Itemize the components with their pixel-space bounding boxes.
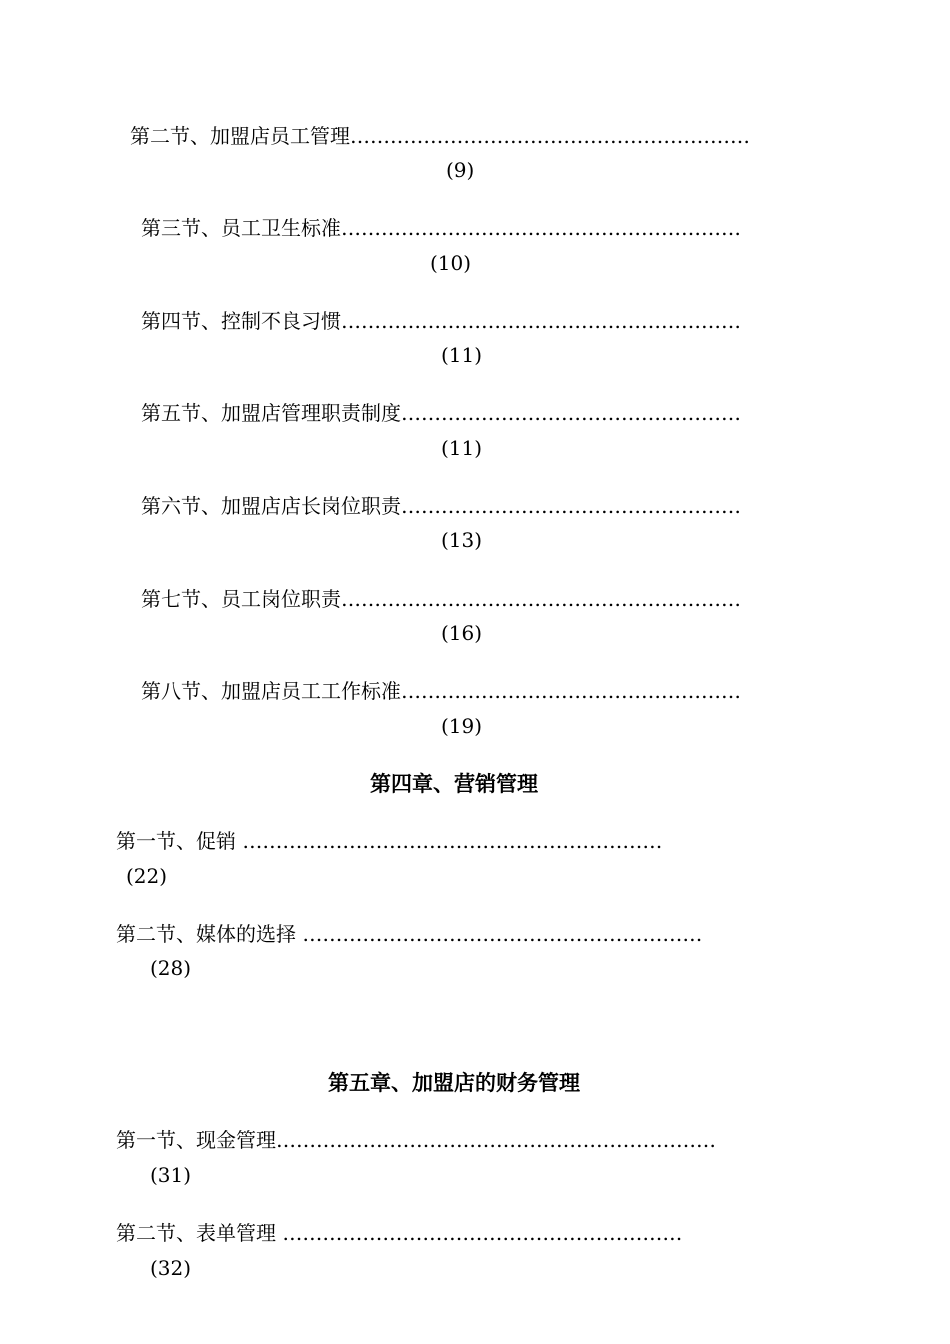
toc-entry[interactable]: [116, 828, 662, 854]
toc-entry-title: 第四节、控制不良习惯: [141, 309, 341, 333]
chapter-heading: 第四章、营销管理: [370, 771, 538, 796]
toc-entry-page: (11): [441, 436, 483, 460]
toc-entry-title: 第七节、员工岗位职责: [141, 587, 341, 611]
toc-entry-title: 第二节、加盟店员工管理: [130, 124, 350, 148]
toc-entry[interactable]: [116, 1220, 682, 1246]
toc-entry[interactable]: [141, 215, 741, 241]
toc-entry-leader: …………………………………………………………: [276, 1128, 716, 1152]
toc-entry-title: 第二节、表单管理: [116, 1221, 276, 1245]
toc-entry-leader: ……………………………………………………: [341, 216, 741, 240]
toc-entry-title: 第六节、加盟店店长岗位职责: [141, 494, 401, 518]
toc-entry[interactable]: [141, 493, 741, 519]
toc-entry[interactable]: [141, 400, 741, 426]
toc-entry-leader: ……………………………………………………: [341, 587, 741, 611]
toc-entry-leader: ……………………………………………: [401, 679, 741, 703]
toc-entry[interactable]: [141, 308, 741, 334]
toc-entry[interactable]: [116, 1127, 716, 1153]
toc-entry[interactable]: [130, 123, 750, 149]
toc-entry-page: (10): [430, 251, 472, 275]
toc-entry[interactable]: [116, 921, 702, 947]
toc-entry-title: 第三节、员工卫生标准: [141, 216, 341, 240]
toc-entry-leader: ……………………………………………………: [276, 1221, 683, 1245]
toc-entry-title: 第五节、加盟店管理职责制度: [141, 401, 401, 425]
toc-entry-leader: ……………………………………………: [401, 494, 741, 518]
toc-entry-page: (28): [150, 956, 192, 980]
toc-entry-page: (32): [150, 1256, 192, 1280]
toc-entry-leader: ………………………………………………………: [236, 829, 663, 853]
toc-entry-leader: ……………………………………………………: [296, 922, 703, 946]
toc-entry-leader: ……………………………………………………: [350, 124, 750, 148]
toc-entry[interactable]: [141, 678, 741, 704]
toc-entry-title: 第一节、现金管理: [116, 1128, 276, 1152]
toc-entry-page: (22): [126, 864, 168, 888]
chapter-heading: 第五章、加盟店的财务管理: [328, 1070, 580, 1095]
toc-entry-page: (16): [441, 621, 483, 645]
toc-entry-page: (9): [446, 158, 475, 182]
toc-entry-title: 第一节、促销: [116, 829, 236, 853]
toc-entry-title: 第八节、加盟店员工工作标准: [141, 679, 401, 703]
toc-entry[interactable]: [141, 586, 741, 612]
toc-entry-leader: ……………………………………………: [401, 401, 741, 425]
toc-entry-page: (31): [150, 1163, 192, 1187]
toc-entry-page: (11): [441, 343, 483, 367]
toc-entry-page: (19): [441, 714, 483, 738]
toc-entry-page: (13): [441, 528, 483, 552]
toc-entry-title: 第二节、媒体的选择: [116, 922, 296, 946]
toc-entry-leader: ……………………………………………………: [341, 309, 741, 333]
